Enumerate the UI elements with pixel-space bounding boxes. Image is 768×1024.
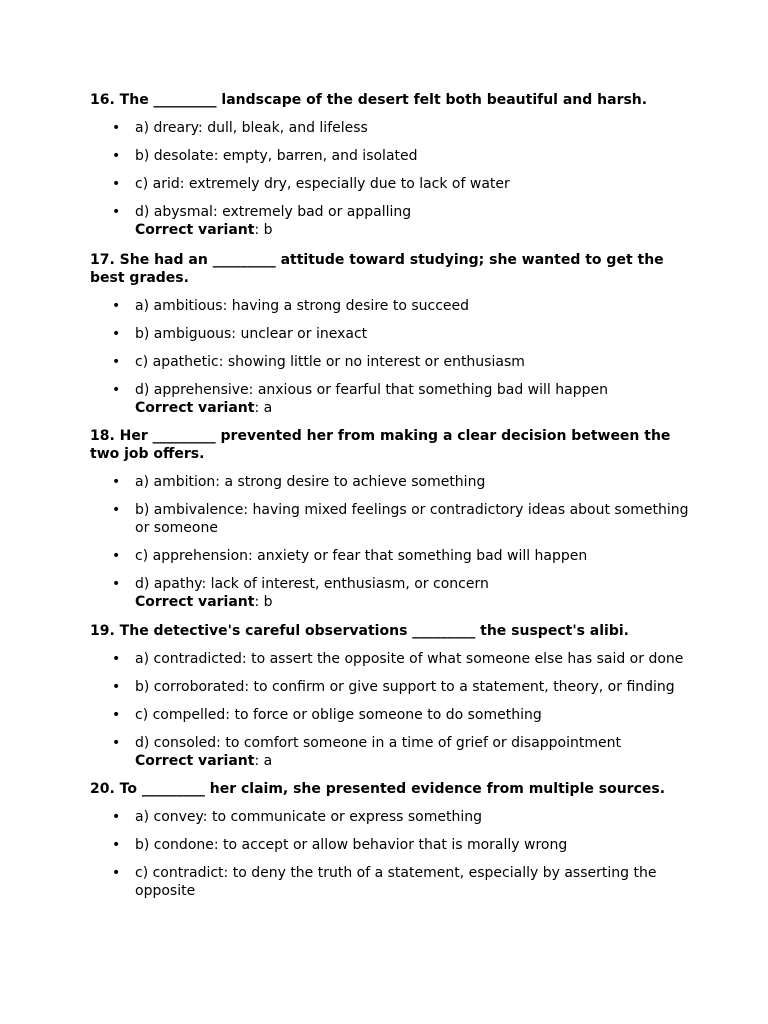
question-16 bbox=[90, 91, 690, 239]
option-text: a) ambition: a strong desire to achieve something bbox=[135, 474, 486, 490]
bullet-icon: • bbox=[112, 298, 121, 314]
option-item bbox=[90, 147, 690, 165]
question-18 bbox=[90, 427, 690, 611]
answer-value: : b bbox=[254, 222, 273, 238]
bullet-icon: • bbox=[112, 865, 121, 881]
correct-answer bbox=[90, 399, 690, 417]
option-text: b) corroborated: to confirm or give support to a statement, theory, or finding bbox=[135, 679, 675, 695]
answer-label: Correct variant bbox=[135, 753, 255, 769]
answer-label: Correct variant bbox=[135, 222, 255, 238]
question-prompt: 17. She had an _________ attitude toward studying; she wanted to get the best grades. bbox=[90, 252, 664, 286]
answer-value: : b bbox=[254, 594, 273, 610]
bullet-icon: • bbox=[112, 707, 121, 723]
option-text: c) arid: extremely dry, especially due to lack of water bbox=[135, 176, 510, 192]
bullet-icon: • bbox=[112, 679, 121, 695]
option-item bbox=[90, 353, 690, 371]
option-item bbox=[90, 808, 690, 826]
bullet-icon: • bbox=[112, 576, 121, 592]
question-prompt: 19. The detective's careful observations _________ the suspect's alibi. bbox=[90, 623, 629, 639]
option-list bbox=[90, 473, 690, 593]
answer-label: Correct variant bbox=[135, 594, 255, 610]
option-item bbox=[90, 501, 690, 537]
option-item bbox=[90, 547, 690, 565]
option-item bbox=[90, 119, 690, 137]
bullet-icon: • bbox=[112, 120, 121, 136]
option-list bbox=[90, 119, 690, 221]
option-text: b) ambivalence: having mixed feelings or contradictory ideas about something or someone bbox=[135, 502, 689, 536]
option-text: d) abysmal: extremely bad or appalling bbox=[135, 204, 412, 220]
bullet-icon: • bbox=[112, 148, 121, 164]
option-text: d) apathy: lack of interest, enthusiasm, or concern bbox=[135, 576, 489, 592]
correct-answer bbox=[90, 752, 690, 770]
option-text: c) apathetic: showing little or no interest or enthusiasm bbox=[135, 354, 525, 370]
option-text: d) consoled: to comfort someone in a time of grief or disappointment bbox=[135, 735, 621, 751]
option-item bbox=[90, 473, 690, 491]
option-item bbox=[90, 175, 690, 193]
answer-label: Correct variant bbox=[135, 400, 255, 416]
question-17 bbox=[90, 251, 690, 417]
option-item bbox=[90, 650, 690, 668]
question-19 bbox=[90, 622, 690, 770]
option-list bbox=[90, 808, 690, 900]
bullet-icon: • bbox=[112, 809, 121, 825]
bullet-icon: • bbox=[112, 735, 121, 751]
option-list bbox=[90, 650, 690, 752]
bullet-icon: • bbox=[112, 651, 121, 667]
bullet-icon: • bbox=[112, 326, 121, 342]
bullet-icon: • bbox=[112, 548, 121, 564]
option-text: a) contradicted: to assert the opposite of what someone else has said or done bbox=[135, 651, 684, 667]
bullet-icon: • bbox=[112, 176, 121, 192]
option-item bbox=[90, 381, 690, 399]
option-text: a) dreary: dull, bleak, and lifeless bbox=[135, 120, 368, 136]
option-text: b) condone: to accept or allow behavior that is morally wrong bbox=[135, 837, 568, 853]
bullet-icon: • bbox=[112, 837, 121, 853]
question-20 bbox=[90, 780, 690, 900]
option-text: c) contradict: to deny the truth of a statement, especially by asserting the opposite bbox=[135, 865, 657, 899]
option-text: c) apprehension: anxiety or fear that something bad will happen bbox=[135, 548, 588, 564]
option-text: a) convey: to communicate or express something bbox=[135, 809, 482, 825]
option-text: b) ambiguous: unclear or inexact bbox=[135, 326, 368, 342]
option-item bbox=[90, 325, 690, 343]
question-prompt: 20. To _________ her claim, she presented evidence from multiple sources. bbox=[90, 781, 666, 797]
question-prompt: 18. Her _________ prevented her from making a clear decision between the two job offers. bbox=[90, 428, 671, 462]
option-item bbox=[90, 734, 690, 752]
question-prompt: 16. The _________ landscape of the desert felt both beautiful and harsh. bbox=[90, 92, 648, 108]
correct-answer bbox=[90, 221, 690, 239]
option-item bbox=[90, 297, 690, 315]
correct-answer bbox=[90, 593, 690, 611]
option-item bbox=[90, 706, 690, 724]
option-item bbox=[90, 575, 690, 593]
option-item bbox=[90, 836, 690, 854]
bullet-icon: • bbox=[112, 474, 121, 490]
bullet-icon: • bbox=[112, 382, 121, 398]
option-list bbox=[90, 297, 690, 399]
option-item bbox=[90, 678, 690, 696]
bullet-icon: • bbox=[112, 354, 121, 370]
option-text: b) desolate: empty, barren, and isolated bbox=[135, 148, 418, 164]
option-text: a) ambitious: having a strong desire to succeed bbox=[135, 298, 470, 314]
option-item bbox=[90, 203, 690, 221]
option-text: c) compelled: to force or oblige someone to do something bbox=[135, 707, 542, 723]
bullet-icon: • bbox=[112, 204, 121, 220]
option-item bbox=[90, 864, 690, 900]
option-text: d) apprehensive: anxious or fearful that something bad will happen bbox=[135, 382, 608, 398]
bullet-icon: • bbox=[112, 502, 121, 518]
answer-value: : a bbox=[254, 753, 273, 769]
answer-value: : a bbox=[254, 400, 273, 416]
